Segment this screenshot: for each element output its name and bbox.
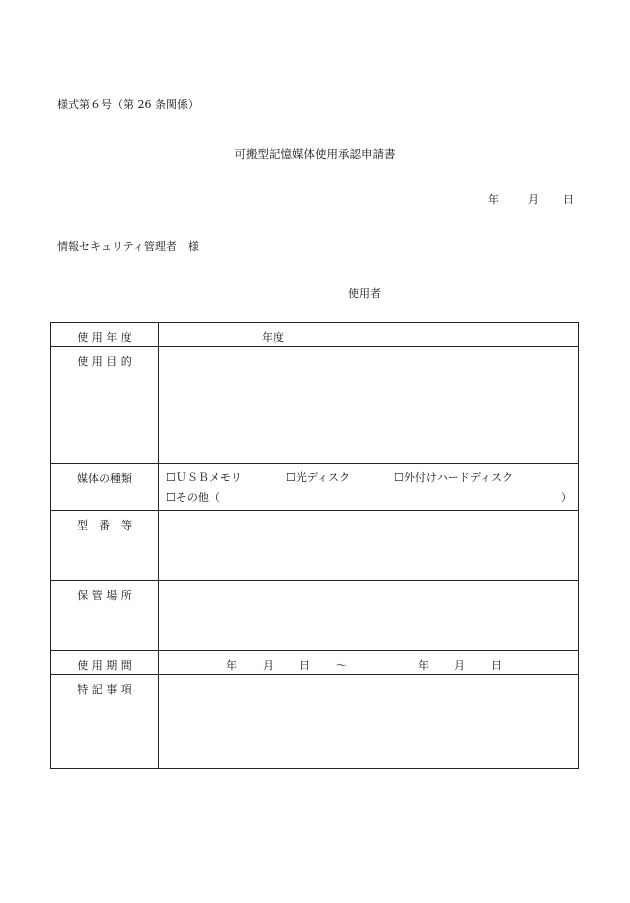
- checkbox-usb-memory[interactable]: ☐ＵＳＢメモリ: [166, 471, 242, 484]
- period-start-day: 日: [299, 659, 310, 672]
- usage-period-field[interactable]: [159, 651, 579, 675]
- storage-location-field[interactable]: [159, 581, 579, 651]
- period-tilde: ～: [336, 659, 347, 672]
- usage-year-label: 使 用 年 度: [51, 323, 159, 347]
- document-title: 可搬型記憶媒体使用承認申請書: [234, 147, 396, 161]
- date-month-label: 月: [528, 193, 539, 206]
- date-year-label: 年: [488, 193, 499, 206]
- period-start-year: 年: [226, 659, 237, 672]
- media-type-field: [159, 464, 579, 511]
- table-row-usage-period: [51, 651, 579, 675]
- usage-year-field[interactable]: [159, 323, 579, 347]
- period-start-month: 月: [263, 659, 274, 672]
- checkbox-optical-disk[interactable]: ☐光ディスク: [286, 471, 350, 484]
- model-number-label: 型 番 等: [51, 511, 159, 581]
- addressee: 情報セキュリティ管理者 様: [57, 240, 199, 253]
- application-form-table: [50, 322, 579, 769]
- user-label: 使用者: [348, 287, 381, 300]
- storage-location-label: 保 管 場 所: [51, 581, 159, 651]
- checkbox-other[interactable]: ☐その他（: [166, 491, 220, 504]
- model-number-field[interactable]: [159, 511, 579, 581]
- period-end-day: 日: [491, 659, 502, 672]
- checkbox-external-hdd[interactable]: ☐外付けハードディスク: [394, 471, 513, 484]
- purpose-label: 使 用 目 的: [51, 347, 159, 464]
- form-number: 様式第６号（第 26 条関係）: [57, 98, 199, 111]
- date-line: [488, 191, 574, 207]
- special-notes-label: 特 記 事 項: [51, 675, 159, 769]
- table-row-special-notes: [51, 675, 579, 769]
- table-row-model-number: [51, 511, 579, 581]
- usage-period-label: 使 用 期 間: [51, 651, 159, 675]
- table-row-media-type: [51, 464, 579, 511]
- table-row-storage-location: [51, 581, 579, 651]
- date-day-label: 日: [563, 193, 574, 206]
- other-close-paren: ）: [561, 491, 572, 504]
- media-type-label: 媒体の種類: [51, 464, 159, 511]
- table-row-usage-year: [51, 323, 579, 347]
- table-row-purpose: [51, 347, 579, 464]
- period-end-year: 年: [418, 659, 429, 672]
- usage-year-suffix: 年度: [262, 331, 284, 344]
- special-notes-field[interactable]: [159, 675, 579, 769]
- purpose-field[interactable]: [159, 347, 579, 464]
- period-end-month: 月: [454, 659, 465, 672]
